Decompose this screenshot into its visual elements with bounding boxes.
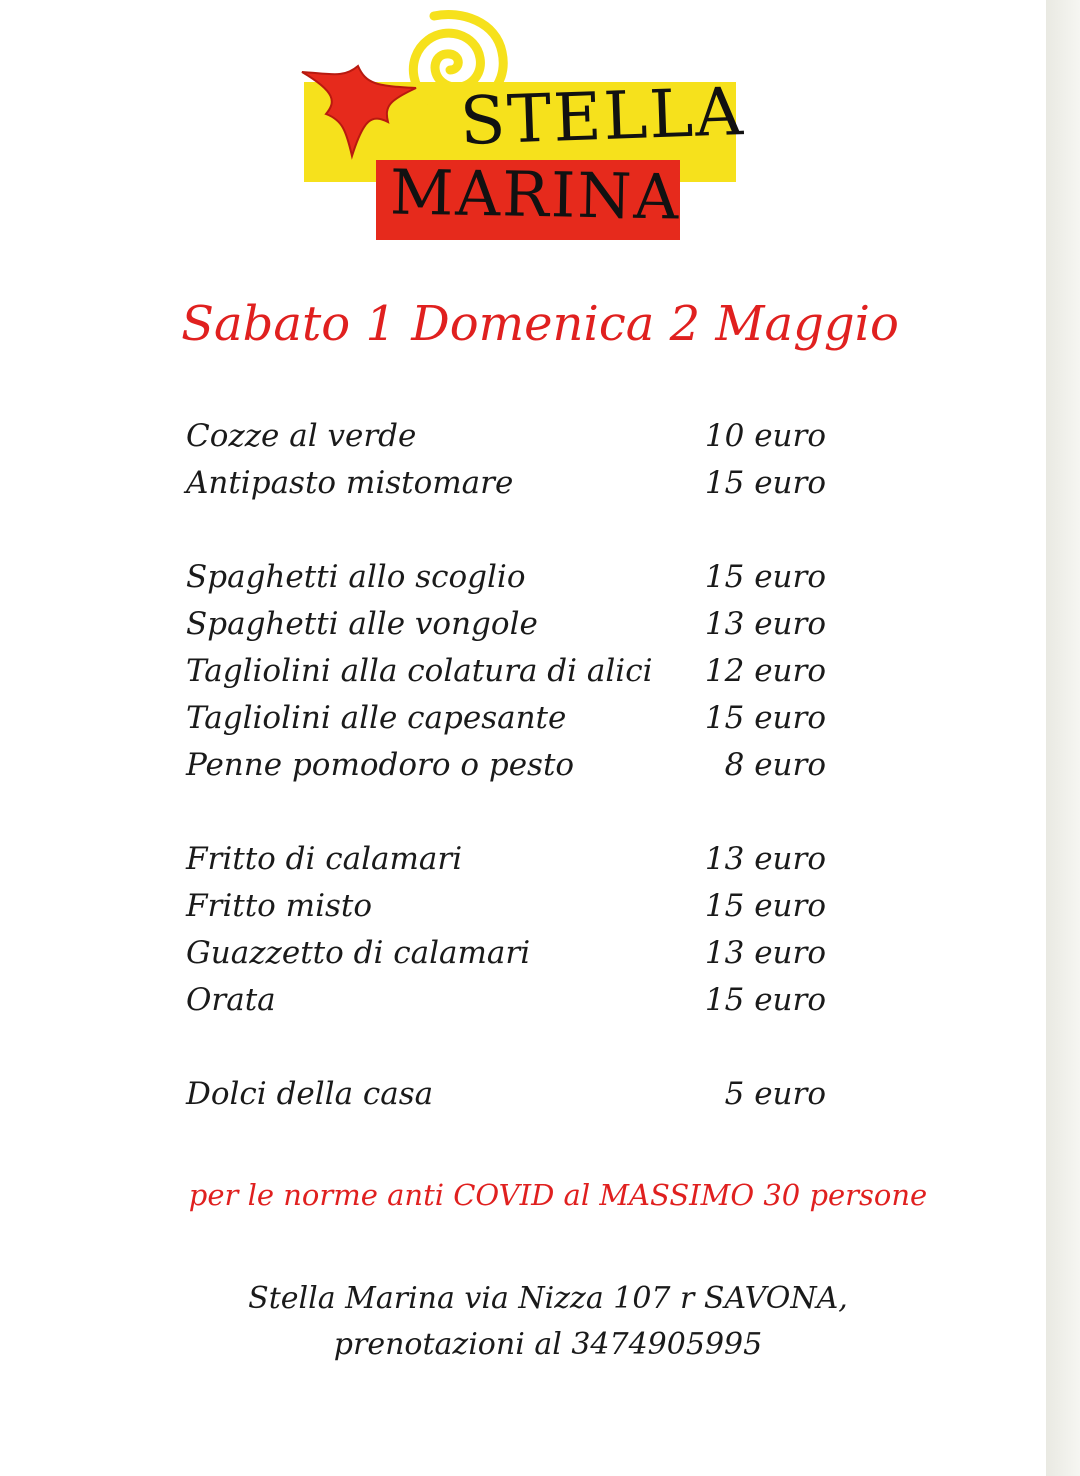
menu-item (186, 841, 846, 888)
menu-item-price: 13 euro (704, 935, 826, 971)
restaurant-logo (290, 10, 760, 240)
address-line: Stella Marina via Nizza 107 r SAVONA, (248, 1281, 848, 1316)
covid-notice: per le norme anti COVID al MASSIMO 30 persone (188, 1178, 928, 1212)
menu-item-price: 12 euro (704, 653, 826, 689)
menu-item-name: Cozze al verde (186, 418, 417, 454)
menu-item (186, 747, 846, 794)
menu-item-name: Dolci della casa (186, 1076, 434, 1112)
menu-item-name: Tagliolini alla colatura di alici (186, 653, 653, 689)
menu-item (186, 653, 846, 700)
menu-item-price: 15 euro (704, 465, 826, 501)
menu-item (186, 982, 846, 1029)
menu-group-gap (186, 512, 846, 559)
menu-item-price: 5 euro (724, 1076, 826, 1112)
menu-item-name: Guazzetto di calamari (186, 935, 531, 971)
menu-item-name: Fritto di calamari (186, 841, 463, 877)
menu-item-name: Orata (186, 982, 276, 1018)
logo-word-stella: STELLA (458, 73, 746, 160)
event-title: Sabato 1 Domenica 2 Maggio (181, 296, 899, 352)
menu-item-name: Tagliolini alle capesante (186, 700, 567, 736)
starfish-icon (292, 44, 442, 164)
address-block (0, 1276, 1080, 1368)
menu-item-price: 13 euro (704, 841, 826, 877)
menu-item-name: Fritto misto (186, 888, 373, 924)
menu-group-gap (186, 1029, 846, 1076)
menu-item-price: 13 euro (704, 606, 826, 642)
menu-group-gap (186, 794, 846, 841)
menu-item (186, 700, 846, 747)
logo-word-marina: MARINA (389, 155, 682, 234)
menu-item (186, 559, 846, 606)
menu-item (186, 888, 846, 935)
menu-item (186, 1076, 846, 1123)
menu-item-name: Spaghetti allo scoglio (186, 559, 526, 595)
menu-item-name: Penne pomodoro o pesto (186, 747, 575, 783)
menu-item (186, 606, 846, 653)
menu-item-price: 15 euro (704, 559, 826, 595)
menu-list (186, 418, 846, 1123)
menu-item-price: 10 euro (704, 418, 826, 454)
menu-item (186, 418, 846, 465)
booking-phone: prenotazioni al 3474905995 (333, 1327, 763, 1362)
menu-item (186, 465, 846, 512)
menu-item-name: Antipasto mistomare (186, 465, 514, 501)
menu-item-name: Spaghetti alle vongole (186, 606, 538, 642)
menu-item (186, 935, 846, 982)
page-shadow (1046, 0, 1080, 1476)
menu-item-price: 8 euro (724, 747, 826, 783)
menu-item-price: 15 euro (704, 888, 826, 924)
menu-item-price: 15 euro (704, 700, 826, 736)
menu-item-price: 15 euro (704, 982, 826, 1018)
